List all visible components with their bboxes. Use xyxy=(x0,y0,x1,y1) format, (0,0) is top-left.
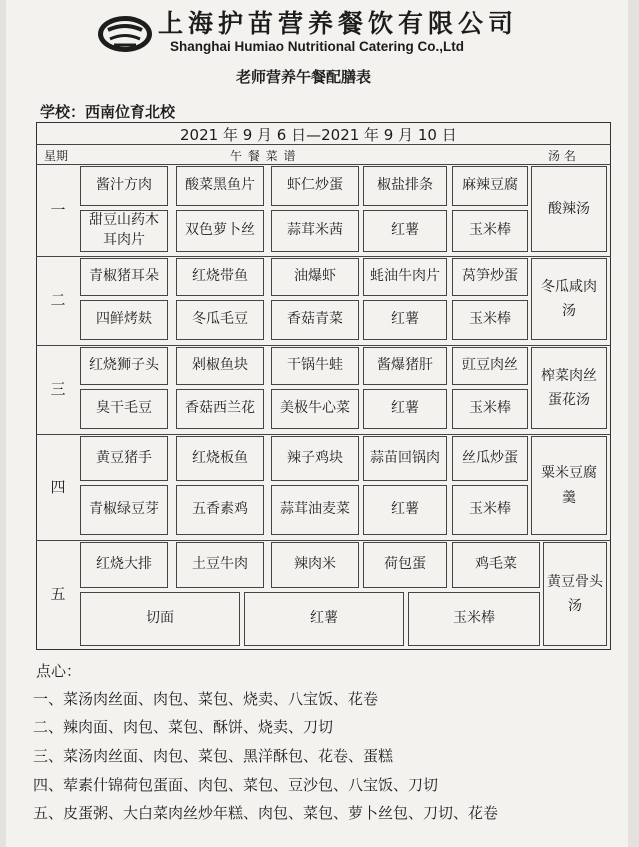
menu-dish: 玉米棒 xyxy=(452,389,528,429)
menu-dish: 酱汁方肉 xyxy=(80,166,168,206)
menu-dish: 酸菜黑鱼片 xyxy=(176,166,264,206)
menu-dish: 丝瓜炒蛋 xyxy=(452,436,528,481)
school-name: 学校：西南位育北校 xyxy=(40,103,176,121)
soup-of-day: 冬瓜咸肉汤 xyxy=(531,258,607,340)
menu-dish: 麻辣豆腐 xyxy=(452,166,528,206)
menu-dish: 莴笋炒蛋 xyxy=(452,258,528,296)
menu-dish: 红烧狮子头 xyxy=(80,347,168,385)
soup-of-day: 酸辣汤 xyxy=(531,166,607,252)
menu-dish: 蒜茸油麦菜 xyxy=(271,485,359,535)
snacks-heading: 点心： xyxy=(36,662,82,680)
menu-dish: 蒜茸米茜 xyxy=(271,210,359,252)
menu-dish: 玉米棒 xyxy=(452,485,528,535)
menu-dish: 红薯 xyxy=(363,485,447,535)
soup-of-day: 榨菜肉丝蛋花汤 xyxy=(531,347,607,429)
weekday-label: 三 xyxy=(50,379,66,398)
date-range: 2021 年 9 月 6 日—2021 年 9 月 10 日 xyxy=(180,126,457,144)
weekday-label: 一 xyxy=(50,200,66,219)
menu-dish: 玉米棒 xyxy=(452,300,528,340)
menu-dish: 臭干毛豆 xyxy=(80,389,168,429)
table-divider xyxy=(36,164,611,165)
menu-dish: 红烧带鱼 xyxy=(176,258,264,296)
menu-dish: 五香素鸡 xyxy=(176,485,264,535)
menu-dish: 黄豆猪手 xyxy=(80,436,168,481)
menu-dish: 甜豆山药木耳肉片 xyxy=(80,210,168,252)
menu-dish: 冬瓜毛豆 xyxy=(176,300,264,340)
snack-line: 四、荤素什锦荷包蛋面、肉包、菜包、豆沙包、八宝饭、刀切 xyxy=(33,776,439,794)
weekday-label: 二 xyxy=(50,290,66,309)
soup-of-day: 粟米豆腐羹 xyxy=(531,436,607,535)
menu-dish: 荷包蛋 xyxy=(363,542,447,588)
day-divider xyxy=(36,256,611,257)
menu-dish: 干锅牛蛙 xyxy=(271,347,359,385)
snack-line: 二、辣肉面、肉包、菜包、酥饼、烧卖、刀切 xyxy=(33,718,334,736)
menu-dish: 青椒绿豆芽 xyxy=(80,485,168,535)
column-header-weekday: 星期 xyxy=(44,149,69,163)
menu-dish: 香菇青菜 xyxy=(271,300,359,340)
menu-dish: 辣子鸡块 xyxy=(271,436,359,481)
column-header-soup: 汤 名 xyxy=(548,149,576,163)
menu-dish: 红烧板鱼 xyxy=(176,436,264,481)
menu-dish: 美极牛心菜 xyxy=(271,389,359,429)
table-divider xyxy=(36,144,611,145)
company-name-english: Shanghai Humiao Nutritional Catering Co.,Ltd xyxy=(170,39,465,54)
menu-dish: 油爆虾 xyxy=(271,258,359,296)
menu-dish: 鸡毛菜 xyxy=(452,542,540,588)
menu-dish: 椒盐排条 xyxy=(363,166,447,206)
menu-dish: 切面 xyxy=(80,592,240,646)
menu-dish: 青椒猪耳朵 xyxy=(80,258,168,296)
menu-dish: 红薯 xyxy=(244,592,404,646)
menu-dish: 香菇西兰花 xyxy=(176,389,264,429)
soup-of-day: 黄豆骨头汤 xyxy=(543,542,607,646)
snack-line: 三、菜汤肉丝面、肉包、菜包、黑洋酥包、花卷、蛋糕 xyxy=(33,747,394,765)
menu-dish: 辣肉米 xyxy=(271,542,359,588)
weekday-label: 四 xyxy=(50,477,66,496)
company-logo xyxy=(96,14,154,54)
menu-dish: 四鲜烤麸 xyxy=(80,300,168,340)
snack-line: 一、菜汤肉丝面、肉包、菜包、烧卖、八宝饭、花卷 xyxy=(33,690,379,708)
menu-dish: 红烧大排 xyxy=(80,542,168,588)
day-divider xyxy=(36,434,611,435)
snack-line: 五、皮蛋粥、大白菜肉丝炒年糕、肉包、菜包、萝卜丝包、刀切、花卷 xyxy=(33,804,499,822)
menu-dish: 红薯 xyxy=(363,210,447,252)
menu-dish: 豇豆肉丝 xyxy=(452,347,528,385)
day-divider xyxy=(36,345,611,346)
menu-dish: 红薯 xyxy=(363,300,447,340)
menu-dish: 玉米棒 xyxy=(452,210,528,252)
menu-dish: 虾仁炒蛋 xyxy=(271,166,359,206)
company-name-chinese: 上海护苗营养餐饮有限公司 xyxy=(158,9,519,38)
menu-dish: 蒜苗回锅肉 xyxy=(363,436,447,481)
menu-dish: 玉米棒 xyxy=(408,592,540,646)
document-title: 老师营养午餐配膳表 xyxy=(236,68,372,86)
day-divider xyxy=(36,540,611,541)
menu-dish: 酱爆猪肝 xyxy=(363,347,447,385)
weekday-label: 五 xyxy=(50,584,66,603)
menu-dish: 双色萝卜丝 xyxy=(176,210,264,252)
menu-dish: 剁椒鱼块 xyxy=(176,347,264,385)
menu-dish: 蚝油牛肉片 xyxy=(363,258,447,296)
menu-dish: 红薯 xyxy=(363,389,447,429)
column-header-lunch-menu: 午 餐 菜 谱 xyxy=(230,149,297,163)
menu-dish: 土豆牛肉 xyxy=(176,542,264,588)
